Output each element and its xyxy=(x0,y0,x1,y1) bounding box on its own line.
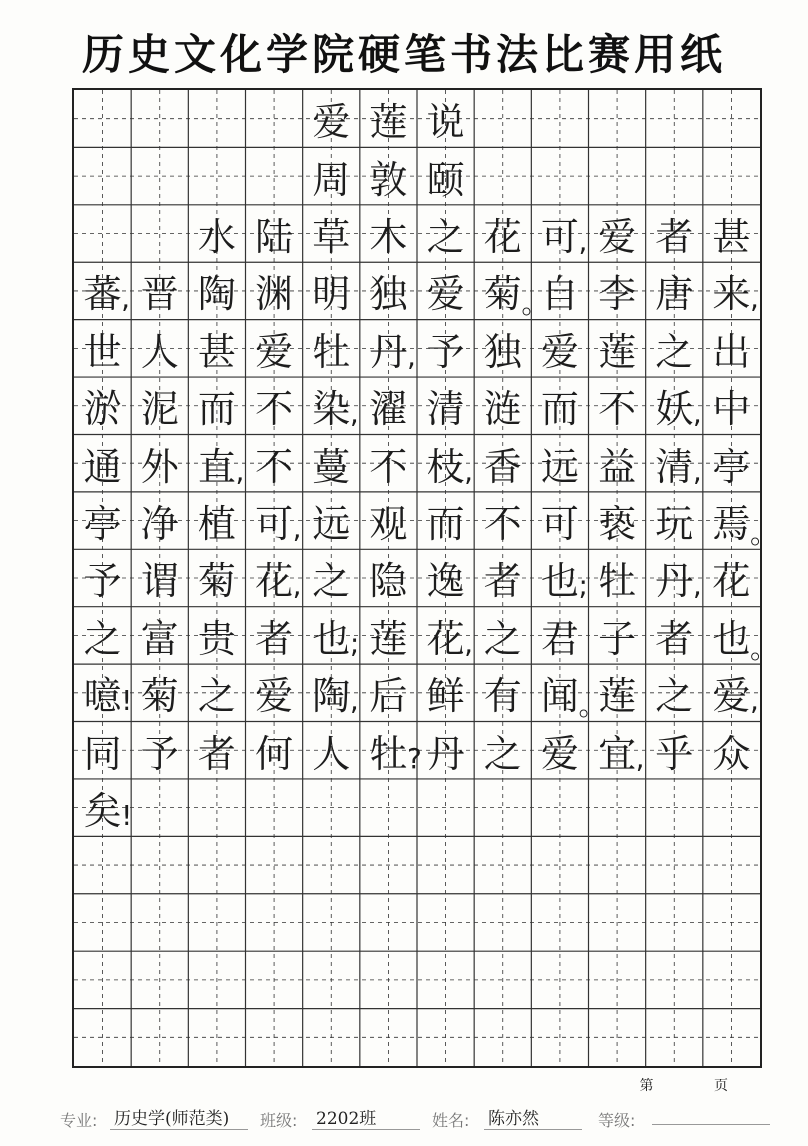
poem-body-char: 何 xyxy=(255,731,294,776)
poem-title-char: 爱 xyxy=(312,100,351,145)
name-value: 陈亦然 xyxy=(484,1104,582,1130)
poem-body-char: 晋 xyxy=(140,272,179,317)
poem-body-char: 通 xyxy=(83,444,122,489)
poem-body-char: 不 xyxy=(255,444,294,489)
name-label: 姓名: xyxy=(432,1111,470,1130)
poem-body-char: 噫 xyxy=(83,674,122,719)
poem-body-char: 贵 xyxy=(197,616,236,661)
punctuation-mark: ? xyxy=(407,741,422,775)
poem-title-char: 莲 xyxy=(369,100,408,145)
poem-body-char: 之 xyxy=(655,329,694,374)
poem-body-char: 外 xyxy=(140,444,179,489)
punctuation-mark: , xyxy=(692,569,702,603)
poem-body-char: 之 xyxy=(483,731,522,776)
poem-body-char: 丹 xyxy=(369,329,408,374)
punctuation-mark: , xyxy=(692,454,702,488)
poem-body-char: 之 xyxy=(483,616,522,661)
poem-body-char: 者 xyxy=(197,731,236,776)
poem-body-char: 蔓 xyxy=(312,444,351,489)
page-number-label: 第 页 xyxy=(639,1078,756,1094)
poem-body-char: 远 xyxy=(312,502,351,547)
poem-body-char: 不 xyxy=(598,387,637,432)
poem-body-char: 不 xyxy=(483,502,522,547)
poem-body-char: 陆 xyxy=(255,215,294,260)
poem-body-char: 莲 xyxy=(598,674,637,719)
poem-body-char: 之 xyxy=(197,674,236,719)
punctuation-mark: ; xyxy=(349,626,360,660)
poem-body-char: 木 xyxy=(369,215,408,260)
poem-body-char: 中 xyxy=(712,387,751,432)
poem-body-char: 之 xyxy=(312,559,351,604)
writing-grid xyxy=(72,88,779,1068)
poem-body-char: 涟 xyxy=(483,387,522,432)
punctuation-mark: 。 xyxy=(578,689,607,723)
poem-body-char: 也 xyxy=(712,616,751,661)
poem-body-char: 妖 xyxy=(655,387,694,432)
poem-body-char: 焉 xyxy=(712,502,751,547)
poem-body-char: 爱 xyxy=(540,329,579,374)
poem-body-char: 有 xyxy=(483,674,522,719)
poem-author-char: 敦 xyxy=(369,157,408,202)
punctuation-mark: ! xyxy=(121,684,133,718)
poem-body-char: 菊 xyxy=(197,559,236,604)
poem-body-char: 亭 xyxy=(712,444,751,489)
poem-body-char: 远 xyxy=(540,444,579,489)
poem-body-char: 谓 xyxy=(140,559,179,604)
poem-body-char: 而 xyxy=(426,502,465,547)
punctuation-mark: 。 xyxy=(750,516,779,550)
punctuation-mark: ; xyxy=(578,569,588,603)
poem-body-char: 牡 xyxy=(598,559,637,604)
poem-body-char: 可 xyxy=(255,502,294,547)
poem-body-char: 花 xyxy=(255,559,294,604)
poem-body-char: 同 xyxy=(83,731,122,776)
poem-body-char: 来 xyxy=(712,272,751,317)
poem-body-char: 花 xyxy=(483,215,522,260)
poem-body-char: 者 xyxy=(655,616,694,661)
poem-body-char: 花 xyxy=(712,559,751,604)
footer-info xyxy=(60,1104,780,1134)
major-value: 历史学(师范类) xyxy=(110,1104,248,1130)
poem-body-char: 牡 xyxy=(312,329,351,374)
poem-author-char: 颐 xyxy=(426,157,465,202)
poem-body-char: 直 xyxy=(197,444,236,489)
punctuation-mark: 。 xyxy=(750,631,779,665)
poem-body-char: 可 xyxy=(540,502,579,547)
page-title: 历史文化学院硬笔书法比赛用纸 xyxy=(81,30,726,79)
punctuation-mark: , xyxy=(578,224,588,258)
poem-body-char: 濯 xyxy=(369,387,408,432)
poem-body-char: 泥 xyxy=(140,387,179,432)
poem-body-char: 丹 xyxy=(426,731,465,776)
poem-body-char: 李 xyxy=(598,272,637,317)
poem-body-char: 爱 xyxy=(426,272,465,317)
punctuation-mark: , xyxy=(464,454,474,488)
poem-body-char: 亭 xyxy=(83,502,122,547)
poem-body-char: 爱 xyxy=(712,674,751,719)
punctuation-mark: 。 xyxy=(521,287,550,321)
poem-body-char: 爱 xyxy=(598,215,637,260)
poem-body-char: 自 xyxy=(540,272,579,317)
poem-body-char: 也 xyxy=(540,559,579,604)
poem-body-char: 唐 xyxy=(655,272,694,317)
poem-author-char: 周 xyxy=(312,157,351,202)
poem-body-char: 爱 xyxy=(255,329,294,374)
poem-body-char: 也 xyxy=(312,616,351,661)
poem-body-char: 予 xyxy=(140,731,179,776)
poem-body-char: 富 xyxy=(140,616,179,661)
poem-body-char: 蕃 xyxy=(83,272,122,317)
poem-body-char: 而 xyxy=(540,387,579,432)
poem-body-char: 出 xyxy=(712,329,751,374)
poem-body-char: 世 xyxy=(83,329,122,374)
poem-body-char: 者 xyxy=(655,215,694,260)
poem-body-char: 之 xyxy=(426,215,465,260)
punctuation-mark: , xyxy=(407,339,416,373)
grade-value xyxy=(652,1104,770,1125)
poem-body-char: 植 xyxy=(197,502,236,547)
poem-body-char: 君 xyxy=(540,616,579,661)
punctuation-mark: , xyxy=(750,684,759,718)
poem-body-char: 鲜 xyxy=(426,674,465,719)
poem-title-char: 说 xyxy=(426,100,465,145)
poem-body-char: 予 xyxy=(426,329,465,374)
punctuation-mark: , xyxy=(750,282,759,316)
punctuation-mark: , xyxy=(235,454,245,488)
poem-body-char: 者 xyxy=(483,559,522,604)
poem-body-char: 亵 xyxy=(598,502,637,547)
poem-body-char: 而 xyxy=(197,387,236,432)
poem-body-char: 水 xyxy=(197,215,236,260)
poem-body-char: 益 xyxy=(598,444,637,489)
poem-body-char: 花 xyxy=(426,616,465,661)
poem-body-char: 菊 xyxy=(483,272,522,317)
punctuation-mark: , xyxy=(692,397,702,431)
poem-body-char: 不 xyxy=(369,444,408,489)
class-value: 2202班 xyxy=(312,1104,420,1130)
poem-body-char: 闻 xyxy=(540,674,579,719)
punctuation-mark: ! xyxy=(121,799,133,833)
poem-body-char: 可 xyxy=(540,215,579,260)
poem-body-char: 不 xyxy=(255,387,294,432)
poem-body-char: 莲 xyxy=(369,616,408,661)
poem-body-char: 子 xyxy=(598,616,637,661)
punctuation-mark: , xyxy=(292,569,302,603)
poem-body-char: 人 xyxy=(312,731,351,776)
poem-body-char: 逸 xyxy=(426,559,465,604)
poem-body-char: 观 xyxy=(369,502,408,547)
poem-body-char: 枝 xyxy=(426,444,465,489)
poem-body-char: 乎 xyxy=(655,731,694,776)
punctuation-mark: , xyxy=(121,282,131,316)
poem-body-char: 莲 xyxy=(598,329,637,374)
poem-body-char: 者 xyxy=(255,616,294,661)
punctuation-mark: , xyxy=(464,626,474,660)
poem-body-char: 矣 xyxy=(83,789,122,834)
poem-body-char: 独 xyxy=(483,329,522,374)
poem-body-char: 染 xyxy=(312,387,351,432)
punctuation-mark: , xyxy=(349,397,359,431)
poem-body-char: 清 xyxy=(426,387,465,432)
poem-body-char: 净 xyxy=(140,502,179,547)
poem-body-char: 菊 xyxy=(140,674,179,719)
poem-body-char: 玩 xyxy=(655,502,694,547)
poem-body-char: 清 xyxy=(655,444,694,489)
poem-body-char: 陶 xyxy=(312,674,351,719)
poem-body-char: 人 xyxy=(140,329,179,374)
punctuation-mark: , xyxy=(635,741,645,775)
class-label: 班级: xyxy=(260,1111,298,1130)
punctuation-mark: , xyxy=(349,684,359,718)
poem-body-char: 草 xyxy=(312,215,351,260)
poem-body-char: 之 xyxy=(83,616,122,661)
poem-body-char: 明 xyxy=(312,272,351,317)
poem-body-char: 爱 xyxy=(255,674,294,719)
poem-body-char: 陶 xyxy=(197,272,236,317)
poem-body-char: 甚 xyxy=(712,215,751,260)
poem-body-char: 予 xyxy=(83,559,122,604)
poem-body-char: 牡 xyxy=(369,731,408,776)
major-label: 专业: xyxy=(60,1111,98,1130)
poem-body-char: 隐 xyxy=(369,559,408,604)
poem-body-char: 后 xyxy=(369,674,408,719)
poem-body-char: 众 xyxy=(712,731,751,776)
poem-body-char: 独 xyxy=(369,272,408,317)
punctuation-mark: , xyxy=(292,511,302,545)
poem-body-char: 香 xyxy=(483,444,522,489)
poem-body-char: 淤 xyxy=(83,387,122,432)
poem-body-char: 渊 xyxy=(255,272,294,317)
grade-label: 等级: xyxy=(598,1111,636,1130)
poem-body-char: 甚 xyxy=(197,329,236,374)
poem-body-char: 宜 xyxy=(598,731,637,776)
poem-body-char: 爱 xyxy=(540,731,579,776)
poem-body-char: 丹 xyxy=(655,559,694,604)
poem-body-char: 之 xyxy=(655,674,694,719)
